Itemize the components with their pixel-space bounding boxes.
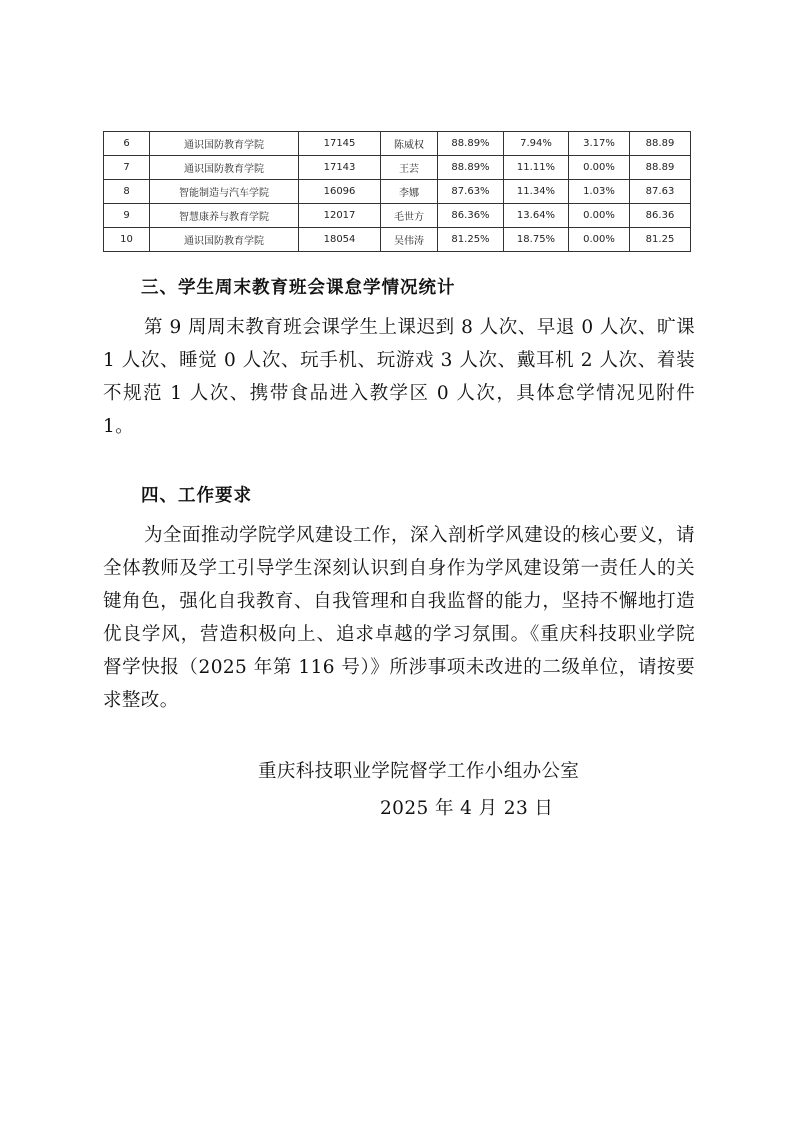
teacher-cell: 毛世方 <box>381 204 438 228</box>
college-cell: 通识国防教育学院 <box>150 132 299 156</box>
rate-b-cell: 18.75% <box>504 228 569 252</box>
section-4-heading: 四、工作要求 <box>141 486 252 506</box>
issue-date: 2025 年 4 月 23 日 <box>380 798 554 819</box>
score-cell: 88.89 <box>630 156 691 180</box>
teacher-cell: 陈威权 <box>381 132 438 156</box>
rank-cell: 9 <box>104 204 150 228</box>
class-code-cell: 17145 <box>299 132 381 156</box>
score-cell: 87.63 <box>630 180 691 204</box>
table-row <box>104 228 691 252</box>
section-3-heading: 三、学生周末教育班会课怠学情况统计 <box>141 278 456 298</box>
teacher-cell: 吴伟涛 <box>381 228 438 252</box>
class-code-cell: 12017 <box>299 204 381 228</box>
rate-b-cell: 11.11% <box>504 156 569 180</box>
rate-c-cell: 0.00% <box>569 228 630 252</box>
rate-b-cell: 11.34% <box>504 180 569 204</box>
college-cell: 智慧康养与教育学院 <box>150 204 299 228</box>
score-cell: 81.25 <box>630 228 691 252</box>
teacher-cell: 李娜 <box>381 180 438 204</box>
rank-cell: 7 <box>104 156 150 180</box>
rate-c-cell: 0.00% <box>569 204 630 228</box>
table-row <box>104 180 691 204</box>
college-cell: 通识国防教育学院 <box>150 228 299 252</box>
rank-cell: 8 <box>104 180 150 204</box>
rank-cell: 6 <box>104 132 150 156</box>
rate-a-cell: 88.89% <box>438 156 504 180</box>
table-row <box>104 156 691 180</box>
teacher-cell: 王芸 <box>381 156 438 180</box>
class-code-cell: 16096 <box>299 180 381 204</box>
rate-b-cell: 13.64% <box>504 204 569 228</box>
rate-c-cell: 1.03% <box>569 180 630 204</box>
rank-cell: 10 <box>104 228 150 252</box>
score-cell: 86.36 <box>630 204 691 228</box>
rate-a-cell: 81.25% <box>438 228 504 252</box>
rate-c-cell: 0.00% <box>569 156 630 180</box>
section-4-paragraph: 为全面推动学院学风建设工作，深入剖析学风建设的核心要义，请全体教师及学工引导学生深刻认识到自身作为学风建设第一责任人的关键角色，强化自我教育、自我管理和自我监督的能力，坚持不懈地打造优良学风，营造积极向上、追求卓越的学习氛围。《重庆科技职业学院督学快报（2025 年第 116 号）》所涉事项未改进的二级单位，请按要求整改。 <box>103 525 695 711</box>
rate-a-cell: 86.36% <box>438 204 504 228</box>
table-row <box>104 132 691 156</box>
class-code-cell: 17143 <box>299 156 381 180</box>
college-cell: 通识国防教育学院 <box>150 156 299 180</box>
table-body <box>104 132 691 252</box>
rate-b-cell: 7.94% <box>504 132 569 156</box>
statistics-table <box>103 131 691 252</box>
table-row <box>104 204 691 228</box>
college-cell: 智能制造与汽车学院 <box>150 180 299 204</box>
rate-c-cell: 3.17% <box>569 132 630 156</box>
section-3-paragraph: 第 9 周周末教育班会课学生上课迟到 8 人次、早退 0 人次、旷课 1 人次、睡觉 0 人次、玩手机、玩游戏 3 人次、戴耳机 2 人次、着装不规范 1 人次、携带食品进入教学区 0 人次，具体怠学情况见附件 1。 <box>103 317 695 437</box>
rate-a-cell: 88.89% <box>438 132 504 156</box>
class-code-cell: 18054 <box>299 228 381 252</box>
score-cell: 88.89 <box>630 132 691 156</box>
issuing-office: 重庆科技职业学院督学工作小组办公室 <box>258 761 580 782</box>
rate-a-cell: 87.63% <box>438 180 504 204</box>
